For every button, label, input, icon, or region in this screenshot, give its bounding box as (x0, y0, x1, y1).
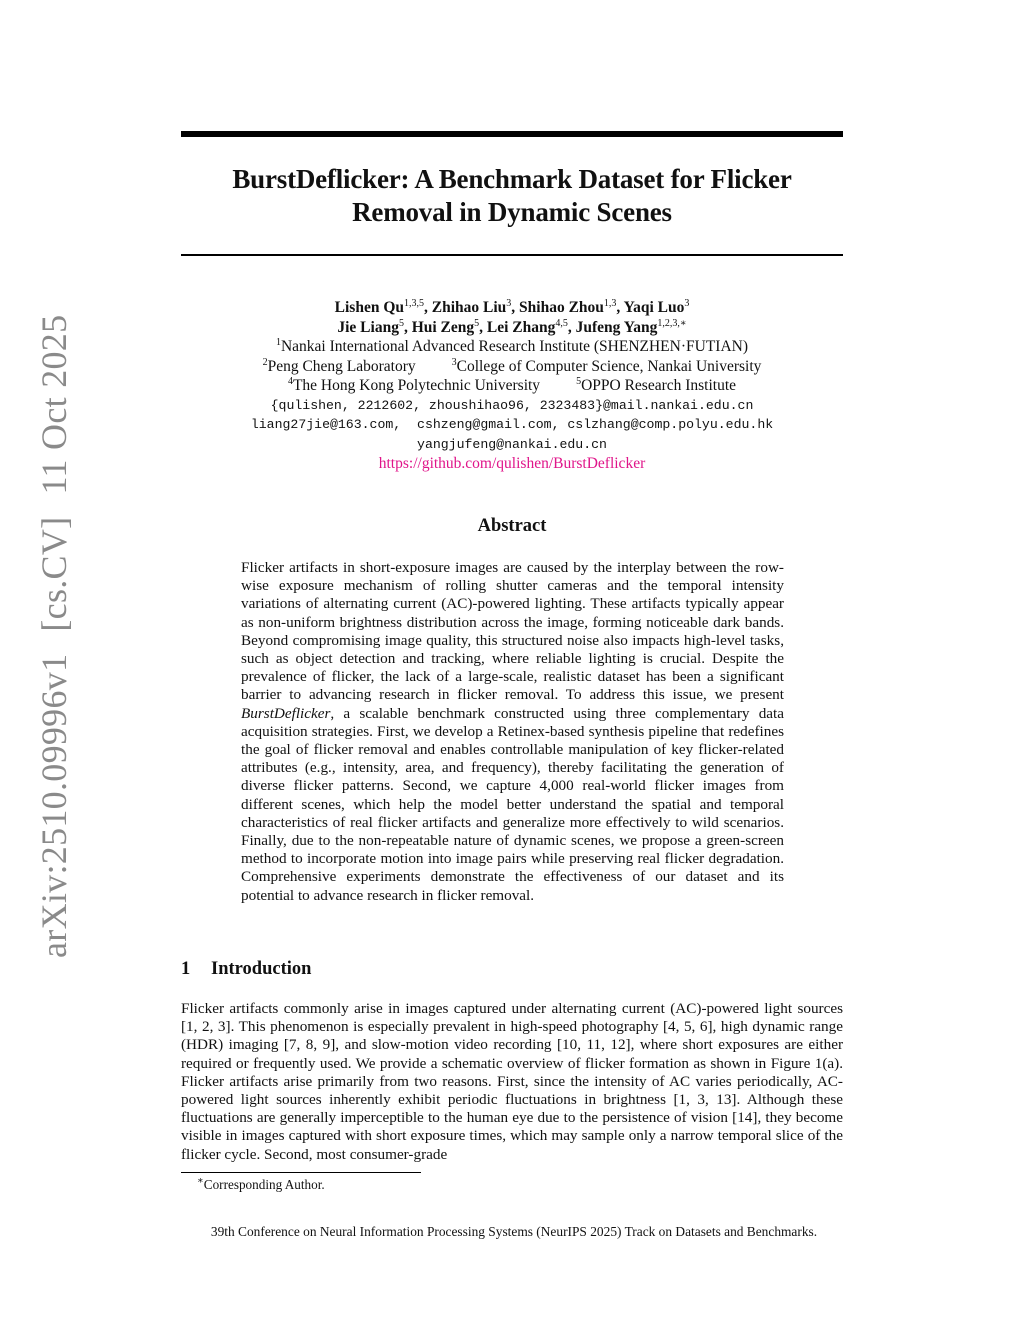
affiliation-sup: 1 (275, 336, 281, 348)
author-name: Shihao Zhou (519, 299, 604, 316)
footnote-text: Corresponding Author. (203, 1177, 325, 1192)
affiliation: College of Computer Science, Nankai University (456, 357, 762, 375)
footnote-mark: ∗ (197, 1175, 204, 1187)
arxiv-category: [cs.CV] (34, 516, 74, 632)
affiliation: Peng Cheng Laboratory (267, 357, 416, 375)
affiliation-sup: 3 (451, 356, 457, 368)
author-name: Lishen Qu (334, 299, 404, 316)
abstract-heading: Abstract (477, 516, 547, 536)
repo-link[interactable]: https://github.com/qulishen/BurstDeflicker (378, 455, 646, 472)
section-number: 1 (181, 959, 191, 979)
author-sup: 3 (506, 297, 512, 309)
abstract-text (241, 559, 784, 905)
affiliation: OPPO Research Institute (581, 377, 737, 394)
email-line-2: liang27jie@163.com, cshzeng@gmail.com, cslzhang@comp.polyu.edu.hk (250, 417, 774, 432)
author-sup: 1,3 (603, 297, 617, 309)
author-sup: 1,2,3,∗ (657, 317, 687, 329)
title-bottom-rule (181, 254, 843, 256)
affiliation-line-1 (181, 337, 843, 357)
arxiv-stamp (33, 314, 75, 958)
author-line-2: Jie Liang$^5$, Hui Zeng$^5$, Lei Zhang$^{4,5}$, Jufeng Yang$^{1,2,3,∗}$ (337, 317, 687, 336)
title-top-rule (181, 131, 843, 137)
affiliation-line-3 (181, 376, 843, 396)
author-sup: 5 (474, 317, 480, 329)
abstract-part-1: Flicker artifacts in short-exposure images are caused by the interplay between the row-wise exposure mechanism of rolling shutter cameras and the temporal intensity variations of alternating current (AC)-powered lighting. These artifacts typically appear as non-uniform brightness distribution across the image, forming noticeable dark bands. Beyond compromising image quality, this structured noise also impacts high-level tasks, such as object detection and tracking, where reliable lighting is crucial. Despite the prevalence of flicker, the lack of a large-scale, realistic dataset has been a significant barrier to advancing research in flicker removal. To address this issue, we present (241, 559, 784, 704)
footnote-rule (181, 1172, 421, 1173)
author-name: Hui Zeng (411, 318, 475, 336)
author-block (181, 298, 843, 474)
author-name: Lei Zhang (486, 318, 556, 336)
affiliation: Nankai International Advanced Research Institute (SHENZHEN·FUTIAN) (280, 338, 748, 355)
email-line-3: yangjufeng@nankai.edu.cn (417, 436, 607, 452)
paper-title (181, 163, 843, 229)
abstract-part-2: , a scalable benchmark constructed using three complementary data acquisition strategies. First, we develop a Retinex-based synthesis pipeline that redefines the goal of flicker removal and enables controllable manipulation of key flicker-related attributes (e.g., intensity, area, and frequency), thereby facilitating the generation of diverse flicker patterns. Second, we capture 4,000 real-world flicker images from different scenes, which help the model better understand the spatial and temporal characteristics of real flicker artifacts and generalize more effectively to wild scenarios. Finally, due to the non-repeatable nature of dynamic scenes, we propose a green-screen method to incorporate motion into image pairs while preserving real flicker degradation. Comprehensive experiments demonstrate the effectiveness of our dataset and its potential to advance research in flicker removal. (241, 704, 784, 904)
dataset-name: BurstDeflicker (241, 704, 331, 722)
author-name: Yaqi Luo (623, 299, 685, 316)
introduction-paragraph: Flicker artifacts commonly arise in images captured under alternating current (AC)-powered light sources [1, 2, 3]. This phenomenon is especially prevalent in high-speed photography [4, 5, 6], high dynamic range (HDR) imaging [7, 8, 9], and slow-motion video recording [10, 11, 12], where short exposures are either required or frequently used. We provide a schematic overview of flicker formation as shown in Figure 1(a). Flicker artifacts arise primarily from two reasons. First, since the intensity of AC varies periodically, AC-powered light sources inherently exhibit periodic fluctuations in brightness [1, 3, 13]. Although these fluctuations are generally imperceptible to the human eye due to the persistence of vision [14], they become visible in images captured with short exposure times, which may sample only a narrow temporal slice of the flicker cycle. Second, most consumer-grade (181, 1000, 843, 1163)
affiliation-sup: 4 (287, 375, 293, 387)
section-title: Introduction (211, 959, 312, 979)
title-line-2: Removal in Dynamic Scenes (352, 197, 672, 227)
affiliation-sup: 2 (262, 356, 268, 368)
section-heading (181, 959, 311, 980)
author-sup: 5 (398, 317, 404, 329)
author-sup: 4,5 (555, 317, 568, 329)
footnote (197, 1177, 325, 1193)
title-line-1: BurstDeflicker: A Benchmark Dataset for Flicker (232, 164, 792, 194)
author-sup: 1,3,5 (404, 297, 424, 309)
venue-footer: 39th Conference on Neural Information Processing Systems (NeurIPS 2025) Track on Datasets and Benchmarks. (210, 1224, 818, 1239)
author-line-1: Lishen Qu$^{1,3,5}$, Zhihao Liu$^3$, Shihao Zhou$^{1,3}$, Yaqi Luo$^3$ (334, 297, 690, 316)
affiliation: The Hong Kong Polytechnic University (292, 377, 541, 394)
affiliation-sup: 5 (576, 375, 582, 387)
author-name: Zhihao Liu (431, 299, 507, 316)
author-sup: 3 (684, 297, 690, 309)
arxiv-date: 11 Oct 2025 (34, 314, 74, 495)
arxiv-id: arXiv:2510.09996v1 (34, 653, 74, 958)
affiliation-line-2 (181, 357, 843, 377)
author-name: Jie Liang (337, 318, 399, 336)
email-line-1: {qulishen, 2212602, zhoushihao96, 2323483}@mail.nankai.edu.cn (270, 397, 754, 413)
author-name: Jufeng Yang (575, 318, 658, 336)
